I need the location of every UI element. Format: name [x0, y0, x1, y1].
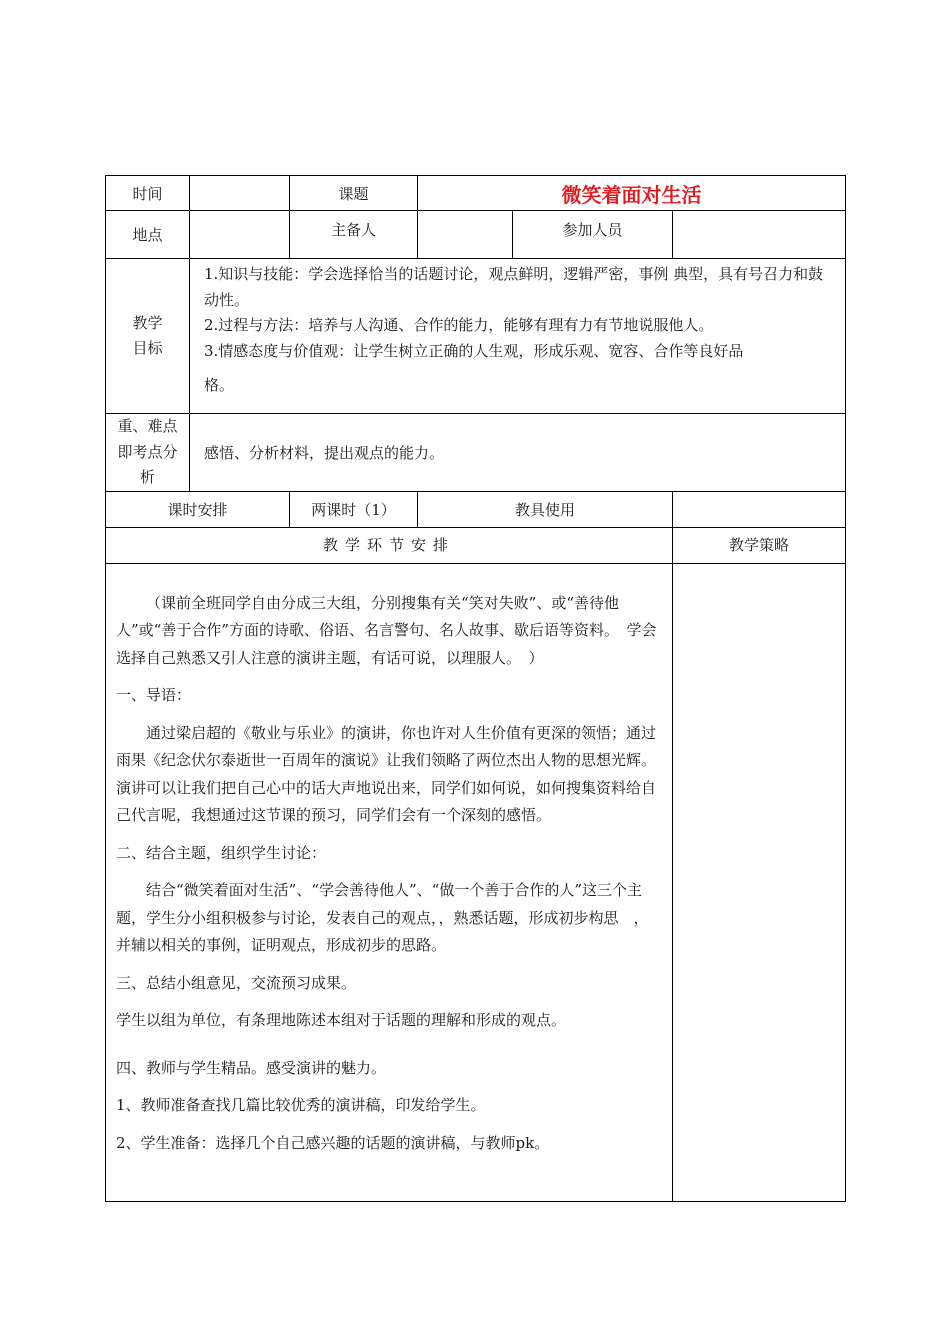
goals-label-line2: 目标 — [132, 339, 163, 357]
row-goals — [106, 259, 846, 414]
goals-content — [190, 259, 846, 414]
goal-1: 1.知识与技能：学会选择恰当的话题讨论，观点鲜明，逻辑严密，事例 典型，具有号召力和鼓动性。 — [204, 265, 824, 309]
key-points-label-line2: 即考点分 — [117, 442, 178, 461]
strategy-header: 教学策略 — [673, 527, 846, 563]
section-2-paragraph: 结合“微笑着面对生活”、“学会善待他人”、“做一个善于合作的人”这三个主题，学生分小组积极参与讨论，发表自己的观点，，熟悉话题，形成初步构思 ，并辅以相关的事例，证明观点，形成初步的思路。 — [116, 881, 649, 954]
schedule-value: 两课时（1） — [290, 491, 418, 527]
preparer-label: 主备人 — [290, 211, 418, 259]
key-points-label-line1: 重、难点 — [117, 417, 178, 435]
row-section-headers — [106, 527, 846, 563]
time-label: 时间 — [106, 176, 190, 211]
strategy-content — [673, 563, 846, 1201]
process-header: 教学环节安排 — [106, 527, 673, 563]
place-label: 地点 — [106, 211, 190, 259]
tools-label: 教具使用 — [418, 491, 673, 527]
section-2-heading: 二、结合主题，组织学生讨论： — [116, 843, 327, 862]
participants-label: 参加人员 — [513, 211, 673, 259]
process-content — [106, 563, 673, 1201]
key-points-label-line3: 析 — [139, 468, 155, 486]
schedule-label: 课时安排 — [106, 491, 290, 527]
tools-value — [673, 491, 846, 527]
intro-paragraph: （课前全班同学自由分成三大组，分别搜集有关“笑对失败”、或“善待他人”或“善于合作”方面的诗歌、俗语、名言警句、名人故事、歇后语等资料。 学会选择自己熟悉又引人注意的演讲主题，有话可说，以理服人。 ） — [116, 593, 657, 667]
goal-3a: 3.情感态度与价值观：让学生树立正确的人生观，形成乐观、宽容、合作等良好品 — [204, 341, 744, 360]
place-value — [190, 211, 290, 259]
section-4-item-2: 2、学生准备：选择几个自己感兴趣的话题的演讲稿，与教师pk。 — [116, 1133, 550, 1152]
section-4-heading: 四、教师与学生精品。感受演讲的魅力。 — [116, 1058, 387, 1077]
preparer-value — [418, 211, 513, 259]
row-schedule — [106, 491, 846, 527]
goal-2: 2.过程与方法：培养与人沟通、合作的能力，能够有理有力有节地说服他人。 — [204, 316, 714, 334]
goals-label-line1: 教学 — [132, 313, 163, 332]
time-value — [190, 176, 290, 211]
section-1-paragraph: 通过梁启超的《敬业与乐业》的演讲，你也许对人生价值有更深的领悟；通过雨果《纪念伏尔泰逝世一百周年的演说》让我们领略了两位杰出人物的思想光辉。演讲可以让我们把自己心中的话大声地说出来，同学们如何说，如何搜集资料给自己代言呢，我想通过这节课的预习，同学们会有一个深刻的感悟。 — [116, 723, 657, 824]
row-key-points — [106, 414, 846, 492]
key-points-content: 感悟、分析材料，提出观点的能力。 — [190, 414, 846, 492]
section-3-heading: 三、总结小组意见，交流预习成果。 — [116, 973, 357, 992]
participants-value — [673, 211, 846, 259]
goals-label — [106, 259, 190, 414]
section-4-item-1: 1、教师准备查找几篇比较优秀的演讲稿，印发给学生。 — [116, 1096, 486, 1114]
section-1-heading: 一、导语： — [116, 686, 192, 704]
topic-value: 微笑着面对生活 — [418, 176, 846, 211]
row-time-topic — [106, 176, 846, 211]
row-place — [106, 211, 846, 259]
key-points-label — [106, 414, 190, 492]
lesson-plan-table — [105, 175, 846, 1202]
row-main — [106, 563, 846, 1201]
goal-3b: 格。 — [204, 376, 235, 394]
section-3-paragraph: 学生以组为单位，有条理地陈述本组对于话题的理解和形成的观点。 — [116, 1011, 567, 1029]
lesson-plan-sheet — [105, 175, 845, 1202]
topic-label: 课题 — [290, 176, 418, 211]
